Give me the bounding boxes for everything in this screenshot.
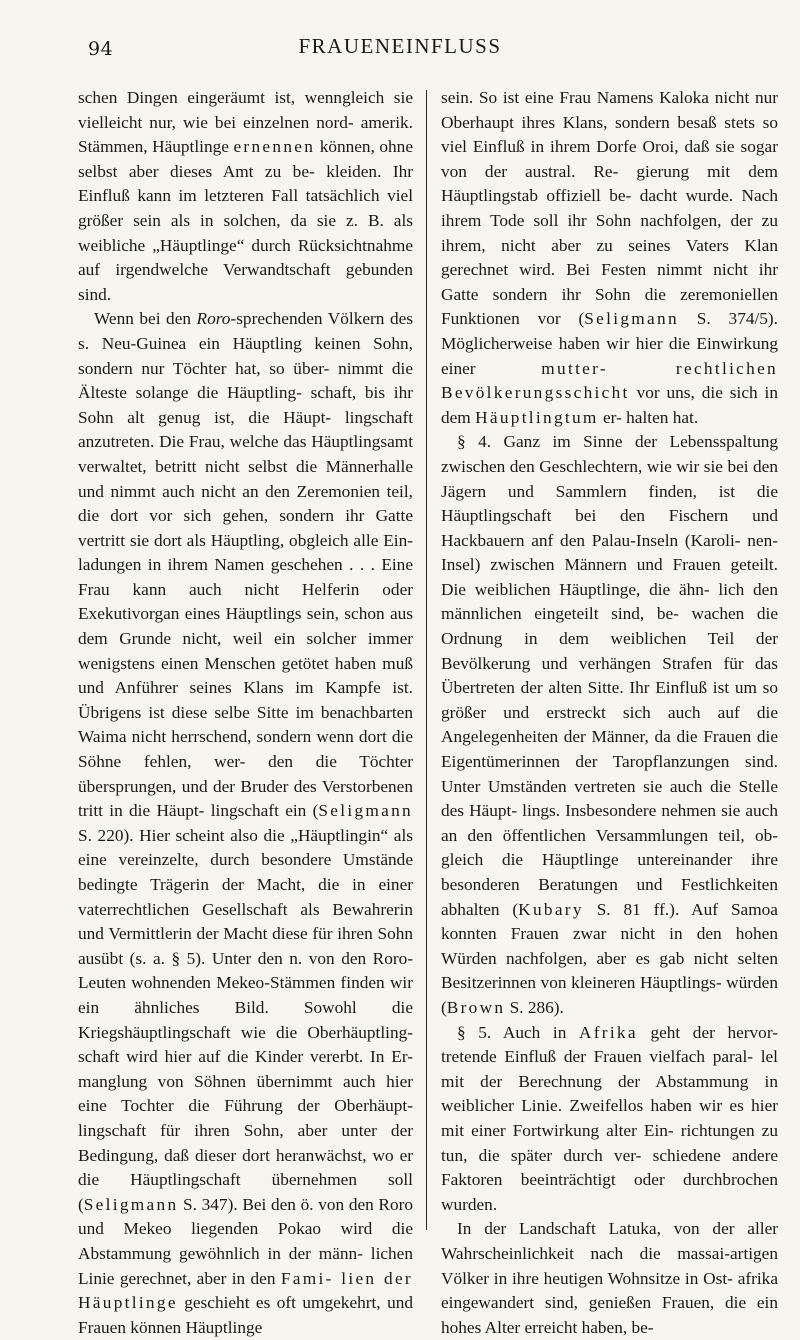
right-paragraph-2: § 4. Ganz im Sinne der Lebensspaltung zwischen den Geschlechtern, wie wir sie bei den Jägern und Sammlern finden, ist die Häuptlingschaft bei den Fischern und Hackbauern anf den Palau-Inseln (Karoli- nen-Insel) zwischen Männern und Frauen geteilt. Die weiblichen Häuptlinge, die ähn- lich den männlichen eingeteilt sind, be- wachen die Ordnung in dem weiblichen Teil der Bevölkerung und verhängen Strafen für das Übertreten der alten Sitte. Ihr Einfluß ist um so größer und erstreckt sich auch auf die Angelegenheiten der Männer, da die Frauen die Eigentümerinnen der Taropflanzungen sind. Unter Umständen vertreten sie auch die Stelle des Häupt- lings. Insbesondere nehmen sie auch an den öffentlichen Versammlungen teil, ob- gleich die Häuptlinge untereinander ihre besonderen Beratungen und Festlichkeiten abhalten (Kubary S. 81 ff.). Auf Samoa konnten Frauen zwar nicht in den hohen Würden nachfolgen, aber es gab nicht selten Besitzerinnen von kleineren Häuptlings- würden (Brown S. 286). xyxy=(441,432,778,1017)
left-paragraph-1: schen Dingen eingeräumt ist, wenngleich sie vielleicht nur, wie bei einzelnen nord- amerik. Stämmen, Häuptlinge ernennen können, ohne selbst aber dieses Amt zu be- kleiden. Ihr Einfluß kann im letzteren Fall tatsächlich viel größer sein als in solchen, da sie z. B. als weibliche „Häuptlinge“ durch Rücksichtnahme auf irgendwelche Verwandtschaft gebunden sind. xyxy=(78,88,413,304)
emphasis-spaced: Häuptlingtum xyxy=(475,407,599,427)
page-number: 94 xyxy=(88,38,114,60)
left-text-column xyxy=(78,86,413,1337)
emphasis-spaced: ernennen xyxy=(233,137,316,157)
right-paragraph-4: In der Landschaft Latuka, von der aller Wahrscheinlichkeit nach die massai-artigen Völker in ihre heutigen Wohnsitze in Ost- afrika eingewandert sind, genießen Frauen, die ein hohes Alter erreicht haben, be- xyxy=(441,1219,778,1337)
author-citation: Seligmann xyxy=(318,801,413,821)
column-divider xyxy=(426,90,427,1230)
emphasis-spaced: Fami- lien der Häuptlinge xyxy=(78,1268,413,1313)
right-text-column xyxy=(441,86,778,1337)
emphasis-italic: Roro xyxy=(196,309,231,329)
author-citation: Seligmann xyxy=(83,1194,179,1214)
right-paragraph-3: § 5. Auch in Afrika geht der hervor- tretende Einfluß der Frauen vielfach paral- lel mit der Berechnung der Abstammung in weiblicher Linie. Zweifellos haben wir es hier mit einer Fortwirkung alter Ein- richtungen zu tun, die später durch ver- schiedene andere Faktoren beeinträchtigt oder durchbrochen wurden. xyxy=(441,1022,778,1214)
author-citation: Kubary xyxy=(518,899,584,919)
emphasis-spaced: mutter- rechtlichen Bevölkerungsschicht xyxy=(441,358,778,403)
running-head-title: FRAUENEINFLUSS xyxy=(298,34,502,58)
left-paragraph-2: Wenn bei den Roro-sprechenden Völkern des s. Neu-Guinea ein Häuptling keinen Sohn, sondern nur Töchter hat, so über- nimmt die Älteste solange die Häuptling- schaft, bis ihr Sohn alt genug ist, die Häupt- lingschaft anzutreten. Die Frau, welche das Häuptlingsamt verwaltet, betritt nicht selbst die Männerhalle und nimmt auch nicht an den Zeremonien teil, die dort vor sich gehen, sondern ihr Gatte vertritt sie dort als Häuptling, obgleich alle Ein- ladungen in ihrem Namen geschehen . . . Eine Frau kann auch nicht Helferin oder Exekutivorgan eines Häuptlings sein, schon aus dem Grunde nicht, weil ein solcher immer wenigstens einen Menschen getötet haben muß und Anführer seines Klans im Kampfe ist. Übrigens ist diese selbe Sitte im benachbarten Waima nicht herrschend, sondern wenn dort die Söhne fehlen, wer- den die Töchter übersprungen, und der Bruder des Verstorbenen tritt in die Häupt- lingschaft ein (Seligmann S. 220). Hier scheint also die „Häuptlingin“ als eine vereinzelte, durch besondere Umstände bedingte Trägerin der Macht, die in einer vaterrechtlichen Gesellschaft als Bewahrerin und Vermittlerin der Macht diese für ihren Sohn ausübt (s. a. § 5). Unter den n. von den Roro-Leuten wohnenden Mekeo-Stämmen finden wir ein ähnliches Bild. Sowohl die Kriegshäuptlingschaft wie die Oberhäuptling- schaft wird hier auf die Kinder vererbt. In Er- manglung von Söhnen übernimmt auch hier eine Tochter die Führung der Oberhäupt- lingschaft für ihren Sohn, aber unter der Bedingung, daß dieser dort heranwächst, wo er die Häuptlingschaft übernehmen soll (Seligmann S. 347). Bei den ö. von den Roro und Mekeo liegenden Pokao wird die Abstammung gewöhnlich in der männ- lichen Linie gerechnet, aber in den Fami- lien der Häuptlinge geschieht es oft umgekehrt, und Frauen können Häuptlinge xyxy=(78,309,413,1337)
author-citation: Seligmann xyxy=(584,309,679,329)
author-citation: Brown xyxy=(446,997,506,1017)
emphasis-spaced: Afrika xyxy=(578,1022,638,1042)
right-paragraph-1: sein. So ist eine Frau Namens Kaloka nicht nur Oberhaupt ihres Klans, sondern besaß stets so viel Einfluß in ihrem Dorfe Oroi, daß sie sogar von der austral. Re- gierung mit dem Häuptlingstab offiziell be- dacht wurde. Nach ihrem Tode soll ihr Sohn nachfolgen, der zu ihrem, nicht aber zu seines Vaters Klan gerechnet wird. Bei Festen nimmt nicht ihr Gatte sondern ihr Sohn die zeremoniellen Funktionen vor (Seligmann S. 374/5). Möglicherweise haben wir hier die Einwirkung einer mutter- rechtlichen Bevölkerungsschicht vor uns, die sich in dem Häuptlingtum er- halten hat. xyxy=(441,88,778,427)
